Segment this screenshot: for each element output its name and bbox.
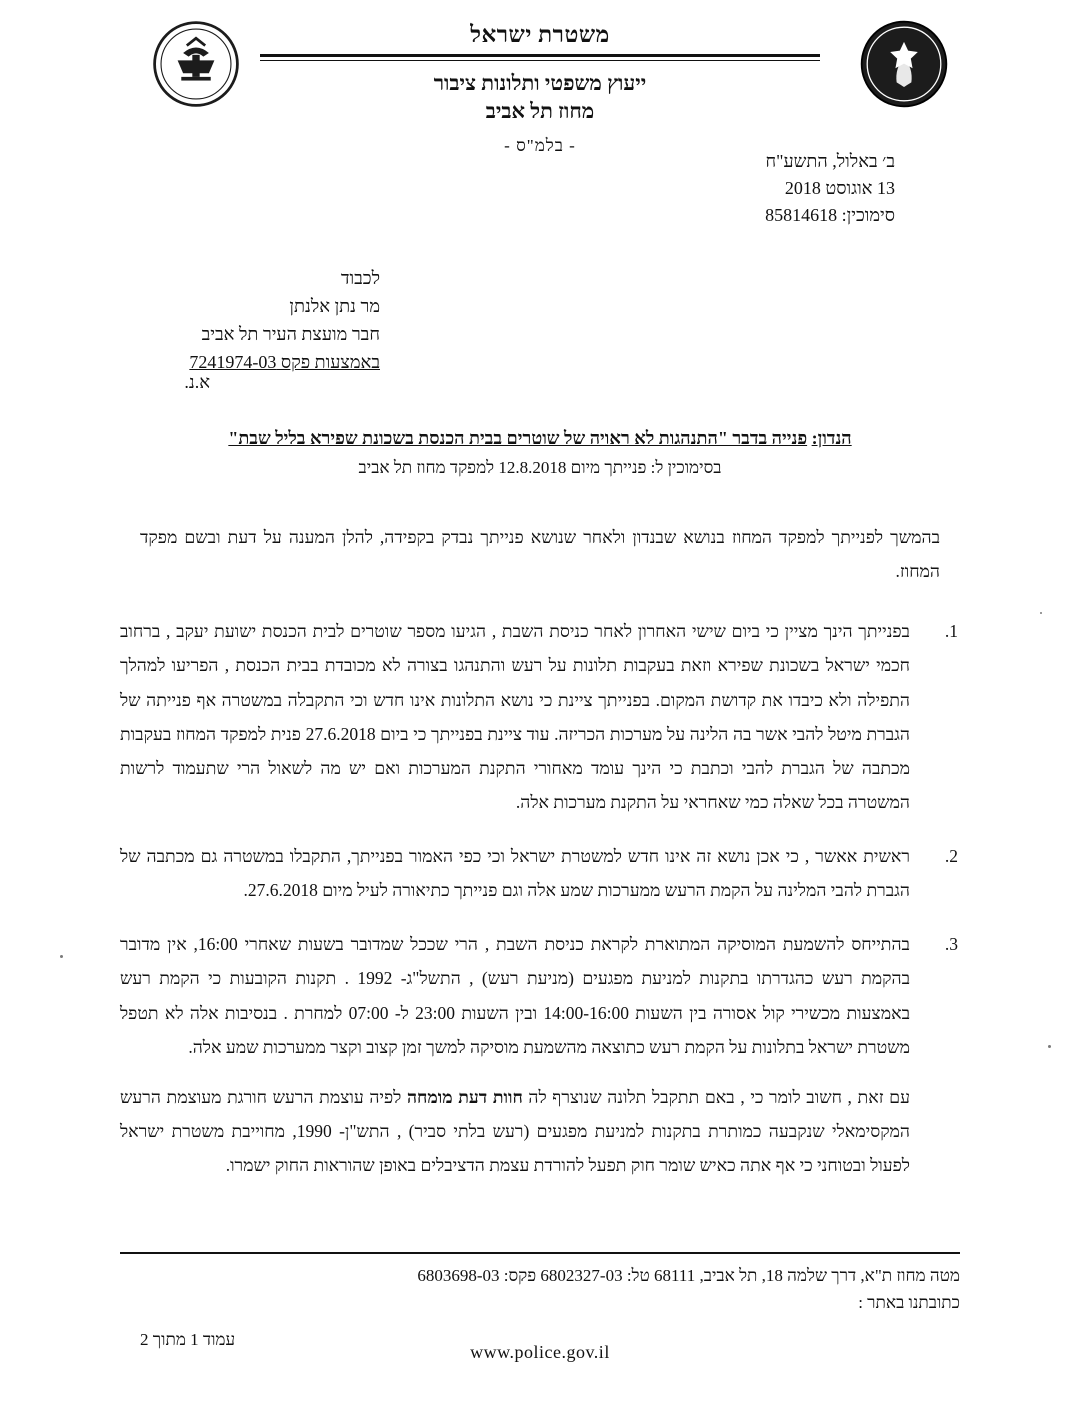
print-speck bbox=[60, 955, 63, 958]
print-speck bbox=[1040, 612, 1042, 614]
page-number: עמוד 1 מתוך 2 bbox=[140, 1330, 236, 1349]
addressee-to: לכבוד bbox=[340, 268, 380, 288]
department-line-2: מחוז תל אביב bbox=[485, 99, 595, 124]
addressee-block bbox=[189, 265, 380, 377]
footer-site-label: כתובתנו באתר : bbox=[858, 1293, 960, 1313]
header-divider bbox=[260, 54, 820, 61]
addressee-title: חבר מועצת העיר תל אביב bbox=[201, 323, 380, 344]
footer-website[interactable]: www.police.gov.il bbox=[470, 1342, 610, 1363]
date-block bbox=[765, 148, 895, 229]
letter-body bbox=[120, 520, 960, 1202]
reference-number: סימוכין: 85814618 bbox=[765, 205, 895, 225]
footer-address: מטה מחוז ת"א, דרך שלמה 18, תל אביב, 68111 טל: 6802327-03 פקס: 6803698-03 bbox=[417, 1266, 960, 1285]
item-number: 3. bbox=[944, 934, 958, 955]
item-text: בהתייחס להשמעת המוסיקה המתוארת לקראת כניסת השבת , הרי שככל שמדובר בשעות שאחרי 16:00, אין מדובר בהקמת רעש כהגדרתו בתקנות למניעת מפגעים (מניעת רעש) , התשל"ג- 1992 . תקנות הקובעות כי הקמת רעש באמצעות מכשירי קול אסורה בין השעות 14:00-16:00 ובין השעות 23:00 ל- 07:00 למחרת . בנסיבות אלה לא תטפל משטרת ישראל בתלונות על הקמת רעש כתוצאה מהשמעת מוסיקה למשך זמן קצוב וקצר ממערכות שמע אלה. bbox=[120, 934, 911, 1057]
item-text: בפנייתך הינך מציין כי ביום שישי האחרון לאחר כניסת השבת , הגיעו מספר שוטרים לבית הכנסת ישועת יעקב , ברחוב חכמי ישראל בשכונת שפירא וזאת בעקבות תלונות על רעש והתנהגו בצורה לא מכובדת בבית הכנסת , הפריעו למהלך התפילה ולא כיבדו את קדושת המקום. בפנייתך ציינת כי נושא התלונות אינו חדש וכי התקבלה במשטרה אף פנייתה של הגברת מיטל להבי אשר בה הלינה על מערכות הכריזה. עוד ציינת בפנייתך כי ביום 27.6.2018 פנית למפקד המחוז בעקבות מכתבה של הגברת להבי וכתבת כי הינך עומד מאחורי התקנת המערכות ואם יש מה לשאול הרי שתעמוד לרשות המשטרה בכל שאלה כמי שאחראי על התקנת מערכות אלה. bbox=[120, 621, 910, 812]
list-item bbox=[120, 927, 958, 1182]
subject-prefix: הנדון: bbox=[811, 428, 852, 448]
item-number: 2. bbox=[944, 846, 958, 866]
gregorian-date: 13 אוגוסט 2018 bbox=[784, 178, 895, 198]
letterhead-text bbox=[0, 22, 1080, 156]
department-line-1: ייעוץ משפטי ותלונות ציבור bbox=[433, 71, 647, 95]
list-item bbox=[120, 839, 958, 907]
item-text-part-b: לפיה עוצמת הרעש חורגת מעוצמת הרעש המקסימאלי שנקבעה כמותרת בתקנות למניעת מפגעים (רעש בלתי סביר) , התש"ן- 1990, מחוייבת משטרת ישראל לפעול ובטוחני כי אף אתה כאיש שומר חוק תפעל להורדת עצמת הדציבלים באופן שהוראות החוק ישמרו. bbox=[120, 1086, 910, 1175]
footer-divider bbox=[120, 1252, 960, 1254]
item-number: 1. bbox=[944, 621, 958, 642]
item-text: ראשית אאשר , כי אכן נושא זה אינו חדש למשטרת ישראל וכי כפי האמור בפנייתך, התקבלו במשטרה גם מכתבה של הגברת להבי המלינה על הקמת הרעש ממערכות שמע אלה וגם פנייתך כתיאורה לעיל מיום 27.6.2018. bbox=[120, 846, 910, 901]
expert-opinion-emphasis: חוות דעת מומחה bbox=[406, 1086, 523, 1107]
list-item bbox=[120, 614, 958, 819]
item-text-part-a: עם זאת , חשוב לומר כי , באם תתקבל תלונה שנוצרף לה bbox=[522, 1086, 911, 1107]
intro-paragraph: בהמשך לפנייתך למפקד המחוז בנושא שבנדון ולאחר שנושא פנייתך נבדק בקפידה, להלן המענה על דעת ובשם מפקד המחוז. bbox=[140, 527, 940, 582]
subject-text: פנייה בדבר "התנהגות לא ראויה של שוטרים בבית הכנסת בשכונת שפירא בליל שבת" bbox=[228, 428, 808, 448]
numbered-list bbox=[120, 614, 960, 1182]
subject-reference: בסימוכין ל: פנייתך מיום 12.8.2018 למפקד מחוז תל אביב bbox=[358, 458, 722, 477]
subject-line bbox=[0, 428, 1080, 449]
organization-name: משטרת ישראל bbox=[470, 22, 610, 47]
addressee-fax: באמצעות פקס 7241974-03 bbox=[189, 351, 380, 372]
hebrew-date: ב׳ באלול, התשע"ח bbox=[765, 151, 895, 171]
salutation: א.נ. bbox=[184, 372, 210, 392]
print-speck bbox=[1048, 1045, 1051, 1048]
classification-marking: - בלמ"ס - bbox=[504, 135, 576, 155]
letterhead bbox=[0, 0, 1080, 155]
addressee-name: מר נתן אלנתן bbox=[289, 295, 380, 316]
footer-block bbox=[120, 1262, 960, 1367]
item-text-continued bbox=[120, 1080, 910, 1182]
